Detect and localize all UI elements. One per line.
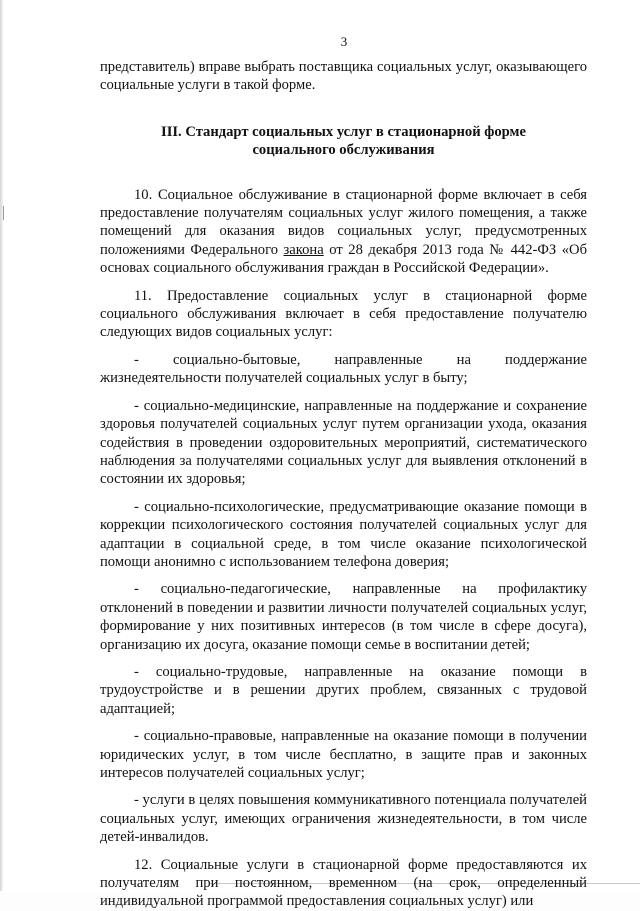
- paragraph-10-text-a: 10. Социальное обслуживание в стационарной форме включает в себя предоставление получателям социальных услуг жилого помещения, а также помещений для оказания видов социальных услуг, предусмотренных положениями Федерального: [100, 186, 587, 258]
- document-body: [100, 58, 587, 911]
- service-item-social-pedagogical: - социально-педагогические, направленные на профилактику отклонений в поведении и развитии личности получателей социальных услуг, формирование у них позитивных интересов (в том числе в сфере досуга), организацию их досуга, оказание помощи семье в воспитании детей;: [100, 581, 587, 653]
- paragraph-10: [100, 186, 587, 278]
- paragraph-12: 12. Социальные услуги в стационарной форме предоставляются их получателям при постоянном, временном (на срок, определенный индивидуальной программой предоставления социальных услуг) или: [100, 856, 587, 910]
- paragraph-10-text-b: от 28 декабря 2013 года № 442-ФЗ «Об основах социального обслуживания граждан в Российской Федерации».: [100, 241, 587, 277]
- service-item-social-household: - социально-бытовые, направленные на поддержание жизнедеятельности получателей социальных услуг в быту;: [100, 351, 587, 387]
- paragraph-11: 11. Предоставление социальных услуг в стационарной форме социального обслуживания включает в себя предоставление получателю следующих видов социальных услуг:: [100, 287, 587, 341]
- law-link[interactable]: закона: [283, 241, 324, 258]
- scan-left-edge: [0, 0, 3, 891]
- section-heading-line2: социального обслуживания: [252, 142, 435, 159]
- section-heading-line1: III. Стандарт социальных услуг в стационарной форме: [161, 123, 526, 140]
- service-item-social-labor: - социально-трудовые, направленные на оказание помощи в трудоустройстве и в решении других проблем, связанных с трудовой адаптацией;: [100, 663, 587, 717]
- page-number: 3: [340, 34, 348, 49]
- margin-mark: [3, 206, 4, 220]
- section-heading: [100, 123, 587, 160]
- top-paragraph: представитель) вправе выбрать поставщика социальных услуг, оказывающего социальные услуги в такой форме.: [100, 59, 587, 94]
- service-item-social-medical: - социально-медицинские, направленные на поддержание и сохранение здоровья получателей социальных услуг путем организации ухода, оказания содействия в проведении оздоровительных мероприятий, систематического наблюдения за получателями социальных услуг для выявления отклонений в состоянии их здоровья;: [100, 397, 587, 488]
- service-item-communication: - услуги в целях повышения коммуникативного потенциала получателей социальных услуг, имеющих ограничения жизнедеятельности, в том числе детей-инвалидов.: [100, 792, 587, 846]
- service-item-social-psychological: - социально-психологические, предусматривающие оказание помощи в коррекции психологического состояния получателей социальных услуг для адаптации в социальной среде, в том числе оказание психологической помощи анонимно с использованием телефона доверия;: [100, 498, 587, 570]
- service-item-social-legal: - социально-правовые, направленные на оказание помощи в получении юридических услуг, в том числе бесплатно, в защите прав и законных интересов получателей социальных услуг;: [100, 728, 587, 781]
